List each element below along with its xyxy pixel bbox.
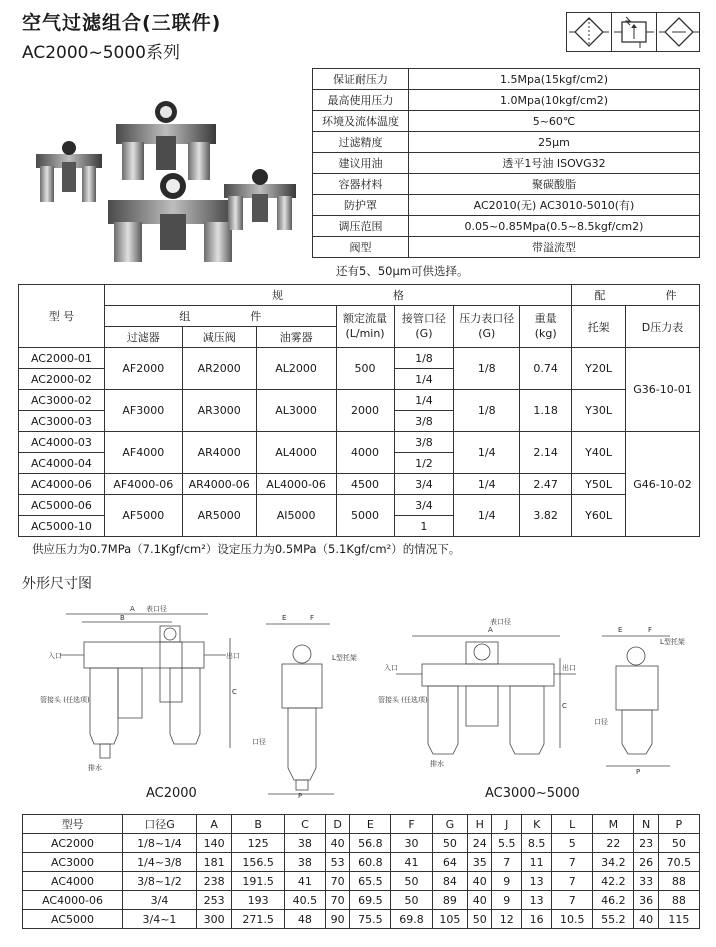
port-cell: 1 (394, 516, 454, 537)
regulator-cell: AR5000 (182, 495, 256, 537)
spec-value: AC2010(无) AC3010-5010(有) (409, 195, 700, 216)
dim-cell: 40.5 (284, 891, 325, 910)
dim-cell: 50 (468, 910, 492, 929)
dim-cell: 65.5 (350, 872, 391, 891)
header-port: 接管口径 (G) (394, 306, 454, 348)
dim-header: L (552, 815, 593, 834)
dim-cell: 64 (432, 853, 468, 872)
header-regulator: 减压阀 (182, 327, 256, 348)
dim-cell: 50 (391, 891, 432, 910)
svg-text:B: B (120, 614, 125, 622)
spec-value: 聚碳酸脂 (409, 174, 700, 195)
dim-header: N (634, 815, 658, 834)
label-inlet-2: 入口 (384, 664, 398, 672)
model-cell: AC4000-04 (19, 453, 105, 474)
spec-label: 防护罩 (313, 195, 409, 216)
header-gauge-port: 压力表口径 (G) (454, 306, 520, 348)
dim-cell: 13 (522, 891, 552, 910)
regulator-cell: AR4000-06 (182, 474, 256, 495)
lubricator-cell: AL3000 (256, 390, 336, 432)
spec-row (313, 174, 700, 195)
spec-label: 容器材料 (313, 174, 409, 195)
port-cell: 3/4 (394, 474, 454, 495)
table-row (23, 891, 700, 910)
filter-cell: AF4000-06 (104, 474, 182, 495)
dim-header: K (522, 815, 552, 834)
header-filter: 过滤器 (104, 327, 182, 348)
header-gauge: D压力表 (626, 306, 700, 348)
dim-cell: 11 (522, 853, 552, 872)
dim-header: 型号 (23, 815, 123, 834)
dimension-heading: 外形尺寸图 (22, 576, 92, 592)
dim-cell: 40 (326, 834, 350, 853)
unit-medium-top (116, 101, 216, 180)
weight-cell: 0.74 (520, 348, 572, 390)
dim-cell: 191.5 (232, 872, 284, 891)
svg-text:C: C (562, 702, 567, 710)
spec-row (313, 90, 700, 111)
gauge-cell: G46-10-02 (626, 432, 700, 537)
spec-row (313, 132, 700, 153)
dim-cell: 53 (326, 853, 350, 872)
svg-text:F: F (648, 626, 653, 634)
label-bracket-1: L型托架 (332, 654, 357, 662)
port-cell: 3/8 (394, 432, 454, 453)
flow-cell: 500 (336, 348, 394, 390)
dim-cell: 60.8 (350, 853, 391, 872)
series-subtitle: AC2000~5000系列 (22, 43, 180, 63)
header-parts: 配 件 (572, 285, 700, 306)
dim-cell: 5 (552, 834, 593, 853)
dim-cell: 38 (284, 853, 325, 872)
product-photo (28, 92, 310, 262)
dim-cell: 90 (326, 910, 350, 929)
label-port-gauge-1: 表口径 (146, 605, 167, 613)
dim-header: G (432, 815, 468, 834)
caption-ac2000: AC2000 (146, 786, 197, 801)
model-cell: AC4000-06 (19, 474, 105, 495)
dim-cell: 105 (432, 910, 468, 929)
header-flow: 额定流量 (L/min) (336, 306, 394, 348)
lubricator-cell: AI5000 (256, 495, 336, 537)
label-port-1: 口径 (252, 738, 266, 746)
dim-cell: 13 (522, 872, 552, 891)
spec-label: 阀型 (313, 237, 409, 258)
dim-cell: 271.5 (232, 910, 284, 929)
spec-row (313, 111, 700, 132)
spec-value: 25μm (409, 132, 700, 153)
port-cell: 1/2 (394, 453, 454, 474)
label-inlet-1: 入口 (48, 652, 62, 660)
lubricator-cell: AL2000 (256, 348, 336, 390)
dim-header: C (284, 815, 325, 834)
dim-cell: 70.5 (658, 853, 699, 872)
dim-cell: 23 (634, 834, 658, 853)
model-cell: AC2000-01 (19, 348, 105, 369)
label-port-2: 口径 (594, 718, 608, 726)
dim-cell: 50 (432, 834, 468, 853)
model-cell: AC3000-02 (19, 390, 105, 411)
dim-cell: 3/4~1 (123, 910, 197, 929)
dim-cell: 7 (552, 853, 593, 872)
gauge-port-cell: 1/8 (454, 390, 520, 432)
dim-cell: 181 (196, 853, 232, 872)
dim-cell: 38 (284, 834, 325, 853)
lubricator-cell: AL4000-06 (256, 474, 336, 495)
header-lubricator: 油雾器 (256, 327, 336, 348)
gauge-port-cell: 1/4 (454, 495, 520, 537)
table-row (19, 495, 700, 516)
label-drain-2: 排水 (430, 760, 444, 768)
model-cell: AC3000-03 (19, 411, 105, 432)
label-outlet-1: 出口 (226, 652, 240, 660)
label-drain-1: 排水 (88, 764, 102, 772)
dim-cell: 5.5 (492, 834, 522, 853)
table-row (23, 834, 700, 853)
port-cell: 1/4 (394, 390, 454, 411)
flow-cell: 2000 (336, 390, 394, 432)
dim-cell: 36 (634, 891, 658, 910)
dim-cell: 22 (593, 834, 634, 853)
bracket-cell: Y20L (572, 348, 626, 390)
ac2000-front-drawing (40, 604, 240, 772)
dim-cell: 26 (634, 853, 658, 872)
unit-small-right (224, 169, 296, 230)
header-model: 型 号 (19, 285, 105, 348)
dim-cell: 238 (196, 872, 232, 891)
lubricator-cell: AL4000 (256, 432, 336, 474)
header-weight: 重量 (kg) (520, 306, 572, 348)
header-spec: 规 格 (104, 285, 571, 306)
dim-cell: 41 (284, 872, 325, 891)
model-cell: AC5000-06 (19, 495, 105, 516)
dim-cell: 8.5 (522, 834, 552, 853)
model-table (18, 284, 700, 537)
svg-text:E: E (282, 614, 287, 622)
spec-label: 调压范围 (313, 216, 409, 237)
dim-cell: 3/8~1/2 (123, 872, 197, 891)
spec-table (312, 68, 700, 258)
dimension-table (22, 814, 700, 929)
dim-cell: 7 (492, 853, 522, 872)
label-fitting-2: 管接头 (任选项) (378, 696, 428, 704)
header-components: 组 件 (104, 306, 336, 327)
svg-text:F: F (310, 614, 315, 622)
spec-row (313, 69, 700, 90)
bracket-cell: Y50L (572, 474, 626, 495)
filter-note: 还有5、50μm可供选择。 (336, 264, 469, 278)
dim-cell: 56.8 (350, 834, 391, 853)
regulator-cell: AR3000 (182, 390, 256, 432)
label-outlet-2: 出口 (562, 664, 576, 672)
weight-cell: 3.82 (520, 495, 572, 537)
dim-cell: AC4000 (23, 872, 123, 891)
dim-header: D (326, 815, 350, 834)
spec-label: 建议用油 (313, 153, 409, 174)
filter-cell: AF5000 (104, 495, 182, 537)
table-row (19, 474, 700, 495)
pneumatic-symbols (566, 12, 700, 52)
table-row (19, 432, 700, 453)
svg-text:P: P (298, 792, 303, 798)
dim-cell: 50 (658, 834, 699, 853)
dim-cell: 30 (391, 834, 432, 853)
gauge-port-cell: 1/4 (454, 474, 520, 495)
model-cell: AC4000-03 (19, 432, 105, 453)
svg-text:E: E (618, 626, 623, 634)
filter-cell: AF4000 (104, 432, 182, 474)
header-bracket: 托架 (572, 306, 626, 348)
table-row (23, 910, 700, 929)
weight-cell: 2.14 (520, 432, 572, 474)
dim-cell: 40 (468, 872, 492, 891)
dim-cell: 40 (468, 891, 492, 910)
spec-value: 透平1号油 ISOVG32 (409, 153, 700, 174)
dim-cell: 35 (468, 853, 492, 872)
ac3000-side-drawing (594, 626, 685, 776)
port-cell: 3/8 (394, 411, 454, 432)
spec-row (313, 153, 700, 174)
dim-header: F (391, 815, 432, 834)
dim-cell: 69.8 (391, 910, 432, 929)
filter-symbol-icon (567, 13, 612, 51)
table-row (19, 348, 700, 369)
label-bracket-2: L型托架 (660, 638, 685, 646)
svg-text:A: A (488, 626, 493, 634)
dim-cell: 33 (634, 872, 658, 891)
spec-value: 1.5Mpa(15kgf/cm2) (409, 69, 700, 90)
spec-row (313, 195, 700, 216)
dim-cell: 24 (468, 834, 492, 853)
dim-cell: 88 (658, 872, 699, 891)
dim-cell: 300 (196, 910, 232, 929)
regulator-cell: AR4000 (182, 432, 256, 474)
flow-cell: 4500 (336, 474, 394, 495)
dim-cell: 50 (391, 872, 432, 891)
dim-cell: 7 (552, 891, 593, 910)
dim-cell: 1/8~1/4 (123, 834, 197, 853)
dim-cell: 55.2 (593, 910, 634, 929)
gauge-port-cell: 1/8 (454, 348, 520, 390)
dim-cell: 70 (326, 891, 350, 910)
table-row (23, 872, 700, 891)
dim-cell: 12 (492, 910, 522, 929)
spec-label: 保证耐压力 (313, 69, 409, 90)
page-title: 空气过滤组合(三联件) (22, 12, 222, 34)
ac2000-side-drawing (252, 614, 357, 798)
dim-header: A (196, 815, 232, 834)
spec-value: 1.0Mpa(10kgf/cm2) (409, 90, 700, 111)
spec-value: 5~60℃ (409, 111, 700, 132)
gauge-port-cell: 1/4 (454, 432, 520, 474)
gauge-cell: G36-10-01 (626, 348, 700, 432)
dim-cell: AC2000 (23, 834, 123, 853)
dim-cell: 115 (658, 910, 699, 929)
filter-cell: AF3000 (104, 390, 182, 432)
spec-row (313, 237, 700, 258)
label-fitting-1: 管接头 (任选项) (40, 696, 90, 704)
dim-cell: 10.5 (552, 910, 593, 929)
spec-value: 0.05~0.85Mpa(0.5~8.5kgf/cm2) (409, 216, 700, 237)
dim-header: H (468, 815, 492, 834)
label-port-gauge-2: 表口径 (490, 618, 511, 626)
dim-cell: 156.5 (232, 853, 284, 872)
table-row (23, 853, 700, 872)
port-cell: 1/4 (394, 369, 454, 390)
dimension-drawings (20, 598, 700, 798)
flow-cell: 5000 (336, 495, 394, 537)
dim-header: 口径G (123, 815, 197, 834)
dim-cell: 1/4~3/8 (123, 853, 197, 872)
dim-header: J (492, 815, 522, 834)
model-cell: AC2000-02 (19, 369, 105, 390)
dim-header: E (350, 815, 391, 834)
table-row (19, 390, 700, 411)
bracket-cell: Y30L (572, 390, 626, 432)
dim-cell: 40 (634, 910, 658, 929)
bracket-cell: Y40L (572, 432, 626, 474)
dim-cell: 84 (432, 872, 468, 891)
filter-cell: AF2000 (104, 348, 182, 390)
dim-cell: 125 (232, 834, 284, 853)
dim-cell: 42.2 (593, 872, 634, 891)
dim-header: P (658, 815, 699, 834)
regulator-symbol-icon (612, 13, 657, 51)
dim-cell: 3/4 (123, 891, 197, 910)
dim-cell: 88 (658, 891, 699, 910)
model-cell: AC5000-10 (19, 516, 105, 537)
unit-small-left (36, 141, 102, 202)
dim-cell: 46.2 (593, 891, 634, 910)
dim-cell: 89 (432, 891, 468, 910)
caption-ac3000-5000: AC3000~5000 (485, 786, 580, 801)
dim-cell: 70 (326, 872, 350, 891)
unit-large-bottom (108, 173, 238, 262)
pressure-note: 供应压力为0.7MPa（7.1Kgf/cm²）设定压力为0.5MPa（5.1Kgf/cm²）的情况下。 (32, 542, 461, 556)
dim-header: B (232, 815, 284, 834)
flow-cell: 4000 (336, 432, 394, 474)
port-cell: 1/8 (394, 348, 454, 369)
spec-label: 最高使用压力 (313, 90, 409, 111)
bracket-cell: Y60L (572, 495, 626, 537)
weight-cell: 1.18 (520, 390, 572, 432)
dim-cell: 9 (492, 891, 522, 910)
dim-cell: AC4000-06 (23, 891, 123, 910)
weight-cell: 2.47 (520, 474, 572, 495)
svg-text:C: C (232, 688, 237, 696)
dim-cell: 7 (552, 872, 593, 891)
dim-cell: 48 (284, 910, 325, 929)
dim-cell: 16 (522, 910, 552, 929)
dim-header: M (593, 815, 634, 834)
dim-cell: 140 (196, 834, 232, 853)
ac3000-front-drawing (378, 617, 576, 768)
port-cell: 3/4 (394, 495, 454, 516)
spec-label: 过滤精度 (313, 132, 409, 153)
spec-value: 带溢流型 (409, 237, 700, 258)
dim-cell: 34.2 (593, 853, 634, 872)
lubricator-symbol-icon (657, 13, 701, 51)
spec-row (313, 216, 700, 237)
dim-cell: 69.5 (350, 891, 391, 910)
dim-cell: AC3000 (23, 853, 123, 872)
dim-cell: 75.5 (350, 910, 391, 929)
spec-label: 环境及流体温度 (313, 111, 409, 132)
dim-cell: 41 (391, 853, 432, 872)
dim-cell: 253 (196, 891, 232, 910)
dim-cell: 193 (232, 891, 284, 910)
regulator-cell: AR2000 (182, 348, 256, 390)
dim-cell: AC5000 (23, 910, 123, 929)
svg-text:P: P (636, 768, 641, 776)
svg-text:A: A (130, 605, 135, 613)
dim-cell: 9 (492, 872, 522, 891)
